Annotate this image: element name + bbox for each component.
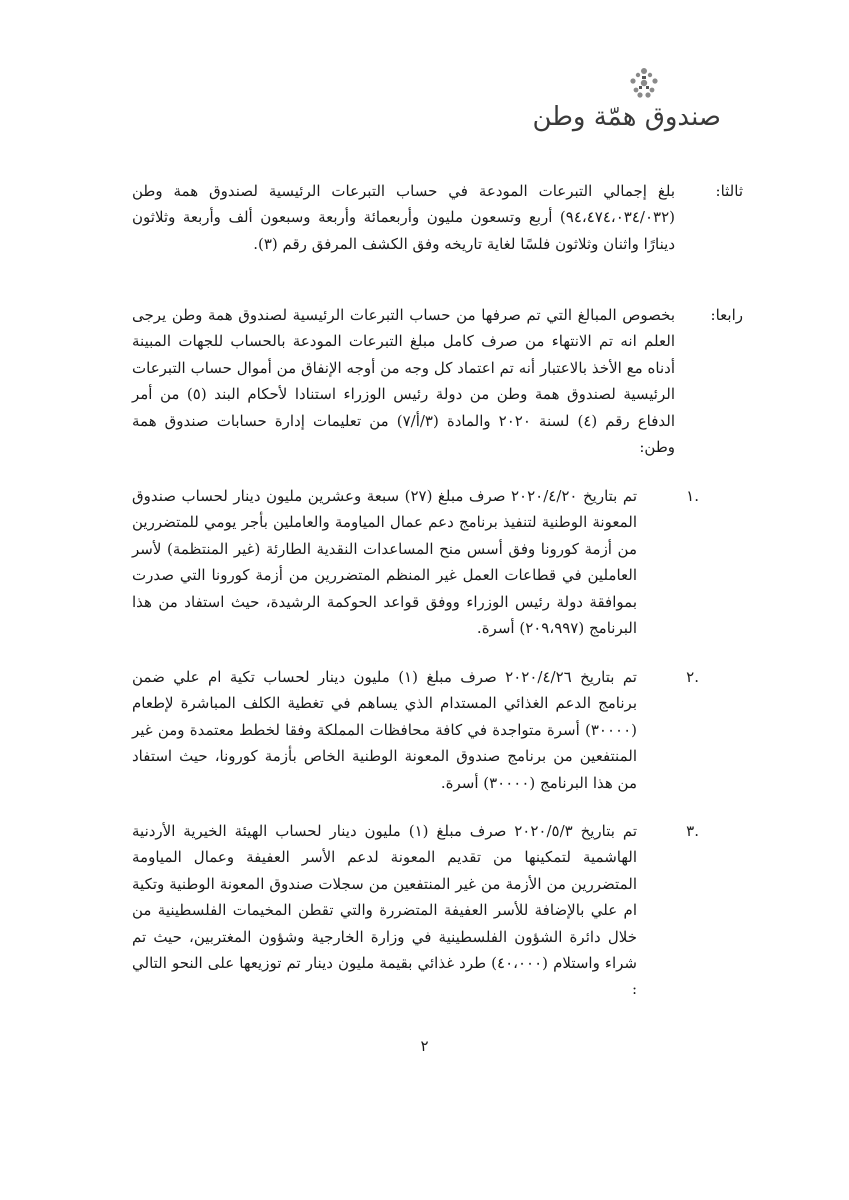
list-item-text: تم بتاريخ ٢٠٢٠/٤/٢٦ صرف مبلغ (١) مليون دينار لحساب تكية ام علي ضمن برنامج الدعم الغذائي المستدام الذي يساهم في تغطية الكلف المباشرة لإطعام (٣٠٠٠٠) أسرة متواجدة في كافة محافظات المملكة وفقا لخطط معتمدة ومن غير المنتفعين من برنامج صندوق المعونة الوطنية الخاص بأزمة كورونا، حيث استفاد من هذا البرنامج (٣٠٠٠٠) أسرة. [132,668,637,792]
list-item-text: تم بتاريخ ٢٠٢٠/٤/٢٠ صرف مبلغ (٢٧) سبعة وعشرين مليون دينار لحساب صندوق المعونة الوطنية لتنفيذ برنامج دعم عمال المياومة والعاملين بأجر يومي للمتضررين من أزمة كورونا وفق أسس منح المساعدات النقدية الطارئة (غير المنتظمة) لأسر العاملين في قطاعات العمل غير المنظم المتضررين من أزمة كورونا التي صدرت بموافقة دولة رئيس الوزراء ووفق قواعد الحوكمة الرشيدة، حيث استفاد من هذا البرنامج (٢٠٩،٩٩٧) أسرة. [132,487,638,638]
section-third-text: بلغ إجمالي التبرعات المودعة في حساب التبرعات الرئيسية لصندوق همة وطن (٩٤،٤٧٤،٠٣٤/٠٣٢) أربع وتسعون مليون وأربعمائة وأربعة وسبعون ألف وأربعة وثلاثون دينارًا واثنان وثلاثون فلسًا لغاية تاريخه وفق الكشف المرفق رقم (٣). [132,182,675,253]
list-item-number: .١ [686,487,699,505]
list-item-number: .٢ [686,668,699,686]
section-fourth-label: رابعا: [710,306,743,324]
list-item-number: .٣ [686,822,699,840]
logo-star-icon [627,66,661,100]
section-third-label: ثالثا: [715,182,743,200]
list-item-text: تم بتاريخ ٢٠٢٠/٥/٣ صرف مبلغ (١) مليون دينار لحساب الهيئة الخيرية الأردنية الهاشمية لتمكينها من تقديم المعونة لدعم الأسر العفيفة وعمال المياومة المتضررين من الأزمة من غير المنتفعين من سجلات صندوق المعونة الوطنية وتكية ام علي بالإضافة للأسر العفيفة المتضررة والتي تقطن المخيمات الفلسطينية من خلال دائرة الشؤون الفلسطينية في وزارة الخارجية وشؤون المغتربين، حيث تم شراء واستلام (٤٠،٠٠٠) طرد غذائي بقيمة مليون دينار تم توزيعها على النحو التالي : [132,822,637,999]
logo [531,66,721,136]
section-fourth-text: بخصوص المبالغ التي تم صرفها من حساب التبرعات الرئيسية لصندوق همة وطن يرجى العلم انه تم الانتهاء من صرف كامل مبلغ التبرعات المودعة بالحساب للجهات المبينة أدناه مع الأخذ بالاعتبار أنه تم اعتماد كل وجه من أوجه الإنفاق من أموال حساب التبرعات الرئيسية لصندوق همة وطن من دولة رئيس الوزراء استنادا لأحكام البند (٥) من أمر الدفاع رقم (٤) لسنة ٢٠٢٠ والمادة (٣/أ/٧) من تعليمات إدارة حسابات صندوق همة وطن: [132,306,675,457]
logo-text: صندوق همّة وطن [532,102,721,132]
page-number: ٢ [420,1037,429,1055]
